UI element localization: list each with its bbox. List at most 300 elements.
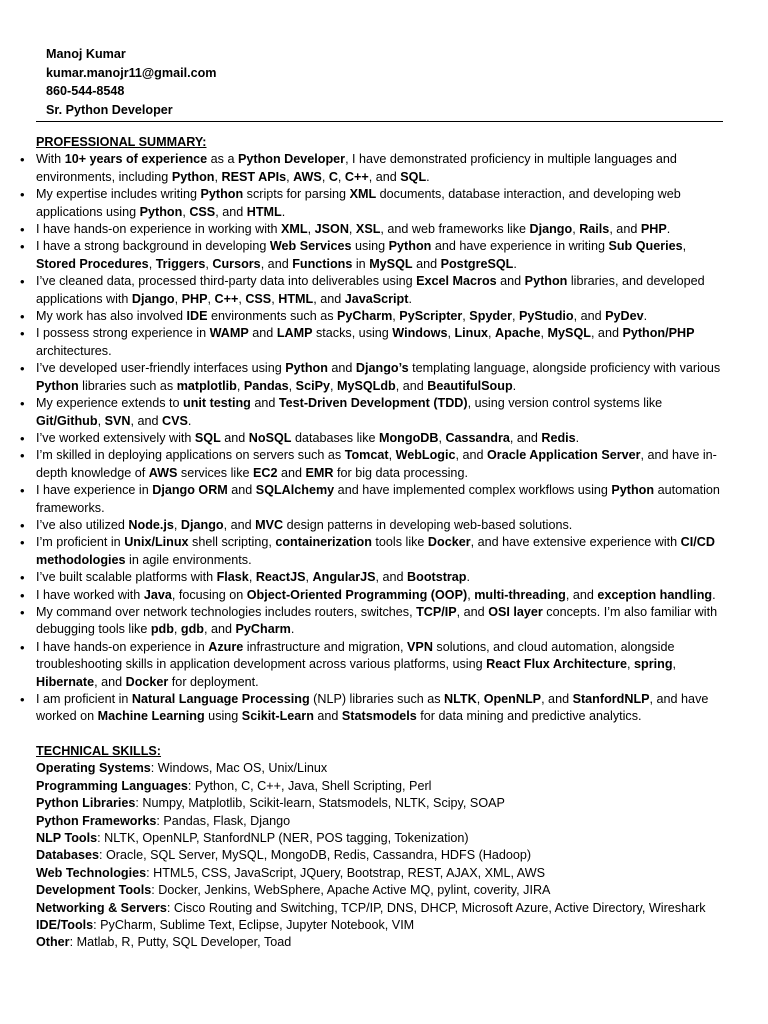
bullet-keyword: SQL	[194, 430, 221, 445]
bullet-text: I have hands-on experience in	[36, 639, 209, 654]
summary-bullet	[36, 691, 726, 726]
bullet-text: ,	[173, 622, 181, 637]
bullet-text: .	[513, 256, 517, 271]
bullet-text: ,	[236, 378, 244, 393]
bullet-keyword: spring	[634, 657, 673, 672]
bullet-keyword: C++	[344, 169, 369, 184]
summary-bullet	[36, 447, 726, 482]
bullet-text: .	[643, 309, 648, 324]
summary-bullet	[36, 639, 726, 691]
bullet-text: infrastructure and migration,	[243, 639, 408, 654]
bullet-text: .	[666, 222, 671, 237]
skill-value: Docker, Jenkins, WebSphere, Apache Active MQ, pylint, coverity, JIRA	[158, 883, 551, 898]
bullet-text: .	[281, 204, 286, 219]
bullet-text: I’ve also utilized	[36, 517, 129, 532]
skill-label: Networking & Servers	[36, 900, 167, 915]
skill-value: Windows, Mac OS, Unix/Linux	[157, 761, 328, 776]
bullet-text: , and	[609, 222, 641, 237]
bullet-keyword: HTML	[246, 204, 282, 219]
bullet-keyword: Python	[171, 169, 215, 184]
skill-row: NLP Tools: NLTK, OpenNLP, StanfordNLP (NER, POS tagging, Tokenization)	[36, 831, 469, 846]
bullet-text: architectures.	[36, 343, 112, 358]
bullet-keyword: PHP	[640, 222, 667, 237]
bullet-keyword: VPN	[407, 639, 433, 654]
skill-value: HTML5, CSS, JavaScript, JQuery, Bootstrap, REST, AJAX, XML, AWS	[153, 865, 546, 880]
bullet-keyword: Spyder	[469, 309, 512, 324]
bullet-keyword: BeautifulSoup	[427, 378, 513, 393]
bullet-text: scripts for parsing	[243, 187, 350, 202]
bullet-text: ,	[467, 587, 475, 602]
bullet-text: I’m skilled in deploying applications on servers such as	[36, 448, 345, 463]
bullet-text: ,	[286, 169, 294, 184]
bullet-text: , and web frameworks like	[380, 222, 530, 237]
bullet-keyword: Sub Queries	[608, 239, 683, 254]
bullet-text: environments such as	[207, 309, 337, 324]
bullet-text: My command over network technologies includes routers, switches,	[36, 604, 417, 619]
professional-summary-section	[36, 134, 726, 726]
bullet-keyword: Python	[139, 204, 183, 219]
bullet-text: ,	[462, 309, 470, 324]
summary-bullet	[36, 604, 726, 639]
bullet-text: ,	[148, 256, 156, 271]
bullet-keyword: containerization	[275, 535, 372, 550]
skill-label: IDE/Tools	[36, 918, 94, 933]
bullet-text: .	[187, 413, 192, 428]
bullet-text: , and	[204, 622, 236, 637]
bullet-keyword: Git/Github	[36, 413, 98, 428]
bullet-text: , and	[573, 309, 606, 324]
bullet-keyword: Django ORM	[152, 483, 228, 498]
bullet-text: .	[426, 169, 430, 184]
bullet-keyword: OSI layer	[488, 604, 543, 619]
bullet-keyword: LAMP	[276, 326, 313, 341]
bullet-text: in	[352, 256, 370, 271]
summary-bullet	[36, 186, 726, 221]
bullet-text: , and have worked on	[36, 692, 709, 724]
bullet-keyword: gdb	[180, 622, 205, 637]
bullet-keyword: PyDev	[605, 309, 644, 324]
candidate-title: Sr. Python Developer	[46, 102, 173, 117]
bullet-text: .	[575, 430, 580, 445]
bullet-keyword: MongoDB	[379, 430, 439, 445]
bullet-text: , and	[456, 604, 489, 619]
bullet-keyword: Python/PHP	[622, 326, 695, 341]
bullet-text: in agile environments.	[125, 552, 252, 567]
bullet-keyword: Pandas	[243, 378, 289, 393]
bullet-keyword: ReactJS	[255, 570, 306, 585]
skill-label: Databases	[36, 848, 100, 863]
skill-row: Web Technologies: HTML5, CSS, JavaScript, JQuery, Bootstrap, REST, AJAX, XML, AWS	[36, 865, 546, 880]
bullet-text: shell scripting,	[188, 535, 276, 550]
bullet-keyword: HTML	[278, 291, 314, 306]
bullet-text: and	[313, 709, 342, 724]
summary-bullet	[36, 534, 726, 569]
bullet-keyword: 10+ years of experience	[64, 152, 208, 167]
bullet-text: .	[408, 291, 412, 306]
bullet-text: ,	[488, 326, 496, 341]
bullet-keyword: Test-Driven Development (TDD)	[278, 396, 468, 411]
bullet-text: and	[496, 274, 525, 289]
bullet-keyword: StanfordNLP	[572, 692, 650, 706]
skill-row: IDE/Tools: PyCharm, Sublime Text, Eclipse, Jupyter Notebook, VIM	[36, 918, 415, 933]
bullet-text: My expertise includes writing	[36, 187, 201, 202]
bullet-text: ,	[205, 256, 213, 271]
summary-bullet	[36, 325, 726, 360]
bullet-keyword: Hibernate	[36, 674, 95, 689]
bullet-text: for data mining and predictive analytics.	[416, 709, 642, 724]
bullet-text: , and	[313, 291, 345, 306]
bullet-keyword: TCP/IP	[416, 604, 457, 619]
summary-bullet	[36, 221, 726, 238]
bullet-text: ,	[182, 204, 190, 219]
bullet-text: and	[412, 256, 441, 271]
bullet-keyword: Cassandra	[445, 430, 510, 445]
bullet-text: , I have demonstrated proficiency in multiple languages and environments, including	[36, 152, 677, 184]
skill-label: NLP Tools	[36, 831, 98, 846]
bullet-keyword: PHP	[181, 291, 208, 306]
bullet-text: ,	[438, 430, 446, 445]
bullet-keyword: JavaScript	[344, 291, 409, 306]
skill-label: Python Libraries	[36, 796, 136, 811]
bullet-text: and have implemented complex workflows using	[334, 483, 612, 498]
bullet-text: , and	[223, 517, 256, 532]
bullet-text: ,	[672, 657, 677, 672]
bullet-keyword: Django’s	[355, 361, 409, 376]
bullet-text: design patterns in developing web-based solutions.	[283, 517, 573, 532]
bullet-keyword: Django	[529, 222, 573, 237]
bullet-text: ,	[321, 169, 329, 184]
bullet-text: , and	[565, 587, 598, 602]
skill-value: Cisco Routing and Switching, TCP/IP, DNS, DHCP, Microsoft Azure, Active Directory, Wireshark	[173, 900, 706, 915]
bullet-keyword: Statsmodels	[341, 709, 417, 724]
bullet-keyword: EC2	[253, 465, 278, 480]
bullet-keyword: Python	[611, 483, 655, 498]
technical-skills-section	[36, 743, 726, 952]
bullet-text: databases like	[291, 430, 379, 445]
bullet-keyword: exception handling	[597, 587, 713, 602]
bullet-keyword: NLTK	[444, 692, 477, 706]
bullet-keyword: matplotlib	[176, 378, 237, 393]
bullet-keyword: Java	[143, 587, 172, 602]
skill-label: Programming Languages	[36, 778, 188, 793]
skill-row: Programming Languages: Python, C, C++, Java, Shell Scripting, Perl	[36, 778, 432, 793]
bullet-text: ,	[207, 291, 215, 306]
bullet-text: and	[220, 430, 249, 445]
bullet-text: ,	[173, 517, 181, 532]
bullet-keyword: Python Developer	[237, 152, 346, 167]
skill-row: Databases: Oracle, SQL Server, MySQL, MongoDB, Redis, Cassandra, HDFS (Hadoop)	[36, 848, 532, 863]
summary-bullet	[36, 569, 726, 586]
bullet-text: ,	[476, 692, 484, 706]
bullet-text: and	[227, 483, 256, 498]
bullet-text: stacks, using	[312, 326, 393, 341]
bullet-keyword: JSON	[314, 222, 349, 237]
skill-label: Other	[36, 935, 70, 950]
skill-value: PyCharm, Sublime Text, Eclipse, Jupyter Notebook, VIM	[100, 918, 415, 933]
skill-value: Pandas, Flask, Django	[163, 813, 291, 828]
bullet-keyword: multi-threading	[474, 587, 566, 602]
bullet-keyword: EMR	[305, 465, 334, 480]
bullet-text: using	[204, 709, 242, 724]
summary-bullet	[36, 587, 726, 604]
bullet-text: .	[466, 570, 471, 585]
bullet-text: concepts. I’m also familiar with debugging tools like	[36, 604, 718, 637]
bullet-text: , focusing on	[171, 587, 247, 602]
bullet-keyword: PyCharm	[235, 622, 291, 637]
bullet-text: ,	[540, 326, 548, 341]
skill-value: Oracle, SQL Server, MySQL, MongoDB, Redis, Cassandra, HDFS (Hadoop)	[106, 848, 532, 863]
skill-value: Python, C, C++, Java, Shell Scripting, Perl	[194, 778, 432, 793]
bullet-text: My experience extends to	[36, 396, 184, 411]
bullet-keyword: MySQL	[547, 326, 591, 341]
bullet-keyword: Cursors	[212, 256, 261, 271]
bullet-text: I have worked with	[36, 587, 144, 602]
bullet-text: I am proficient in	[36, 692, 132, 706]
skill-value: Matlab, R, Putty, SQL Developer, Toad	[76, 935, 292, 950]
bullet-text: ,	[388, 448, 396, 463]
bullet-text: , and	[260, 256, 293, 271]
bullet-keyword: SQL	[400, 169, 427, 184]
bullet-text: ,	[447, 326, 455, 341]
candidate-email: kumar.manojr11@gmail.com	[46, 65, 217, 80]
bullet-keyword: Flask	[216, 570, 249, 585]
bullet-text: ,	[572, 222, 580, 237]
bullet-keyword: Azure	[208, 639, 244, 654]
bullet-text: My work has also involved	[36, 309, 187, 324]
bullet-text: and	[327, 361, 356, 376]
bullet-text: libraries, and developed applications with	[36, 274, 705, 306]
bullet-keyword: SciPy	[295, 378, 330, 393]
bullet-keyword: Web Services	[269, 239, 352, 254]
bullet-keyword: Apache	[495, 326, 541, 341]
bullet-keyword: MVC	[255, 517, 284, 532]
bullet-keyword: CSS	[245, 291, 272, 306]
bullet-keyword: Stored Procedures	[36, 256, 149, 271]
skill-label: Operating Systems	[36, 761, 151, 776]
bullet-keyword: AWS	[293, 169, 322, 184]
bullet-keyword: Python	[524, 274, 568, 289]
skill-value: NLTK, OpenNLP, StanfordNLP (NER, POS tagging, Tokenization)	[104, 831, 469, 846]
bullet-text: ,	[512, 309, 519, 324]
bullet-text: , and	[590, 326, 623, 341]
bullet-keyword: CVS	[161, 413, 188, 428]
skill-row: Networking & Servers: Cisco Routing and Switching, TCP/IP, DNS, DHCP, Microsoft Azure, Active Directory, Wireshark	[36, 900, 706, 915]
skills-list	[36, 760, 726, 951]
bullet-keyword: Functions	[292, 256, 353, 271]
bullet-text: ,	[288, 378, 296, 393]
bullet-keyword: PostgreSQL	[440, 256, 514, 271]
bullet-keyword: Python	[200, 187, 244, 202]
bullet-text: for big data processing.	[333, 465, 468, 480]
bullet-text: and	[277, 465, 306, 480]
bullet-keyword: Object-Oriented Programming (OOP)	[246, 587, 468, 602]
bullet-text: I’ve built scalable platforms with	[36, 570, 217, 585]
bullet-text: ,	[271, 291, 279, 306]
bullet-text: ,	[337, 169, 345, 184]
bullet-text: documents, database interaction, and developing web applications using	[36, 187, 681, 219]
bullet-text: automation frameworks.	[36, 483, 720, 515]
bullet-keyword: Docker	[427, 535, 471, 550]
skill-label: Web Technologies	[36, 865, 147, 880]
bullet-keyword: Docker	[125, 674, 169, 689]
bullet-text: for deployment.	[168, 674, 259, 689]
bullet-keyword: AWS	[148, 465, 178, 480]
bullet-keyword: WAMP	[209, 326, 249, 341]
bullet-keyword: SVN	[104, 413, 131, 428]
contact-header	[46, 46, 723, 120]
bullet-text: I have hands-on experience in working with	[36, 222, 282, 237]
bullet-keyword: Tomcat	[344, 448, 389, 463]
bullet-text: ,	[682, 239, 687, 254]
bullet-text: ,	[238, 291, 246, 306]
bullet-text: , and have in-depth knowledge of	[36, 448, 717, 480]
bullet-text: and have experience in writing	[431, 239, 609, 254]
bullet-keyword: Unix/Linux	[124, 535, 189, 550]
skill-value: Numpy, Matplotlib, Scikit-learn, Statsmodels, NLTK, Scipy, SOAP	[142, 796, 505, 811]
bullet-keyword: pdb	[150, 622, 174, 637]
bullet-keyword: Excel Macros	[416, 274, 497, 289]
bullet-keyword: Django	[131, 291, 175, 306]
bullet-keyword: Triggers	[155, 256, 206, 271]
bullet-text: and	[250, 396, 279, 411]
bullet-keyword: C	[328, 169, 338, 184]
bullet-keyword: Machine Learning	[97, 709, 205, 724]
bullet-text: .	[512, 378, 517, 393]
bullet-keyword: AngularJS	[312, 570, 376, 585]
bullet-text: I’ve worked extensively with	[36, 430, 195, 445]
bullet-keyword: Redis	[541, 430, 576, 445]
summary-bullet	[36, 308, 726, 325]
bullet-keyword: Node.js	[128, 517, 174, 532]
bullet-keyword: SQLAlchemy	[255, 483, 335, 498]
skill-row: Development Tools: Docker, Jenkins, WebSphere, Apache Active MQ, pylint, coverity, JIRA	[36, 883, 551, 898]
bullet-keyword: unit testing	[183, 396, 251, 411]
bullet-text: I’ve developed user-friendly interfaces using	[36, 361, 286, 376]
bullet-text: services like	[177, 465, 254, 480]
bullet-text: (NLP) libraries such as	[309, 692, 445, 706]
bullet-text: I have experience in	[36, 483, 153, 498]
bullet-text: , and	[130, 413, 162, 428]
bullet-text: , and	[375, 570, 408, 585]
bullet-text: , and	[509, 430, 542, 445]
bullet-keyword: C++	[214, 291, 239, 306]
bullet-keyword: CSS	[189, 204, 216, 219]
bullet-keyword: PyCharm	[337, 309, 393, 324]
bullet-text: , and	[541, 692, 573, 706]
summary-heading: PROFESSIONAL SUMMARY:	[36, 135, 207, 149]
bullet-text: ,	[214, 169, 222, 184]
bullet-text: I’ve cleaned data, processed third-party data into deliverables using	[36, 274, 417, 289]
bullet-text: as a	[207, 152, 238, 167]
skill-row: Other: Matlab, R, Putty, SQL Developer, Toad	[36, 935, 292, 950]
bullet-text: ,	[392, 309, 400, 324]
bullet-text: I have a strong background in developing	[36, 239, 270, 254]
bullet-text: , and	[395, 378, 428, 393]
summary-bullet	[36, 482, 726, 517]
bullet-text: ,	[307, 222, 315, 237]
bullet-keyword: Django	[180, 517, 224, 532]
bullet-text: With	[36, 152, 65, 167]
skills-heading: TECHNICAL SKILLS:	[36, 744, 162, 758]
bullet-text: , using version control systems like	[467, 396, 663, 411]
bullet-text: I’m proficient in	[36, 535, 125, 550]
skill-row: Operating Systems: Windows, Mac OS, Unix/Linux	[36, 761, 328, 776]
bullet-text: ,	[174, 291, 182, 306]
bullet-keyword: Bootstrap	[407, 570, 467, 585]
summary-list	[36, 151, 726, 725]
bullet-keyword: Windows	[392, 326, 448, 341]
summary-bullet	[36, 517, 726, 534]
bullet-keyword: MySQL	[369, 256, 413, 271]
skill-row: Python Frameworks: Pandas, Flask, Django	[36, 813, 291, 828]
bullet-text: libraries such as	[78, 378, 177, 393]
bullet-keyword: PyScripter	[399, 309, 463, 324]
summary-bullet	[36, 151, 726, 186]
bullet-text: tools like	[371, 535, 428, 550]
bullet-keyword: Oracle Application Server	[487, 448, 641, 463]
bullet-text: ,	[627, 657, 635, 672]
bullet-text: ,	[248, 570, 256, 585]
bullet-keyword: NoSQL	[248, 430, 292, 445]
skill-label: Development Tools	[36, 883, 152, 898]
bullet-text: ,	[305, 570, 313, 585]
candidate-phone: 860-544-8548	[46, 84, 125, 99]
candidate-name: Manoj Kumar	[46, 47, 126, 61]
bullet-text: , and	[455, 448, 488, 463]
bullet-keyword: PyStudio	[519, 309, 574, 324]
bullet-keyword: OpenNLP	[483, 692, 542, 706]
bullet-keyword: Python	[388, 239, 432, 254]
bullet-text: and	[248, 326, 277, 341]
bullet-text: , and have extensive experience with	[470, 535, 681, 550]
bullet-text: .	[712, 587, 716, 602]
header-divider	[36, 121, 723, 122]
bullet-text: , and	[94, 674, 126, 689]
bullet-keyword: MySQLdb	[336, 378, 396, 393]
bullet-keyword: Scikit-Learn	[241, 709, 314, 724]
bullet-text: ,	[348, 222, 356, 237]
skill-label: Python Frameworks	[36, 813, 157, 828]
bullet-text: .	[290, 622, 295, 637]
bullet-keyword: REST APIs	[221, 169, 287, 184]
bullet-keyword: IDE	[186, 309, 208, 324]
bullet-keyword: XSL	[355, 222, 381, 237]
bullet-text: templating language, alongside proficiency with various	[408, 361, 721, 376]
summary-bullet	[36, 430, 726, 447]
bullet-text: ,	[97, 413, 105, 428]
bullet-keyword: CI/CD methodologies	[36, 535, 715, 567]
bullet-text: , and	[215, 204, 247, 219]
bullet-text: solutions, and cloud automation, alongside troubleshooting skills in application development across various platforms, using	[36, 639, 675, 672]
skill-row: Python Libraries: Numpy, Matplotlib, Scikit-learn, Statsmodels, NLTK, Scipy, SOAP	[36, 796, 505, 811]
summary-bullet	[36, 360, 726, 395]
summary-bullet	[36, 238, 726, 273]
bullet-keyword: Rails	[579, 222, 610, 237]
summary-bullet	[36, 273, 726, 308]
bullet-keyword: Python	[36, 378, 79, 393]
summary-bullet	[36, 395, 726, 430]
bullet-text: , and	[368, 169, 401, 184]
bullet-keyword: XML	[281, 222, 308, 237]
bullet-keyword: React Flux Architecture	[486, 657, 628, 672]
bullet-text: using	[351, 239, 389, 254]
bullet-text: I possess strong experience in	[36, 326, 210, 341]
bullet-keyword: WebLogic	[395, 448, 456, 463]
bullet-keyword: Python	[285, 361, 328, 376]
bullet-text: ,	[329, 378, 337, 393]
bullet-keyword: Natural Language Processing	[131, 692, 310, 706]
bullet-keyword: XML	[349, 187, 377, 202]
